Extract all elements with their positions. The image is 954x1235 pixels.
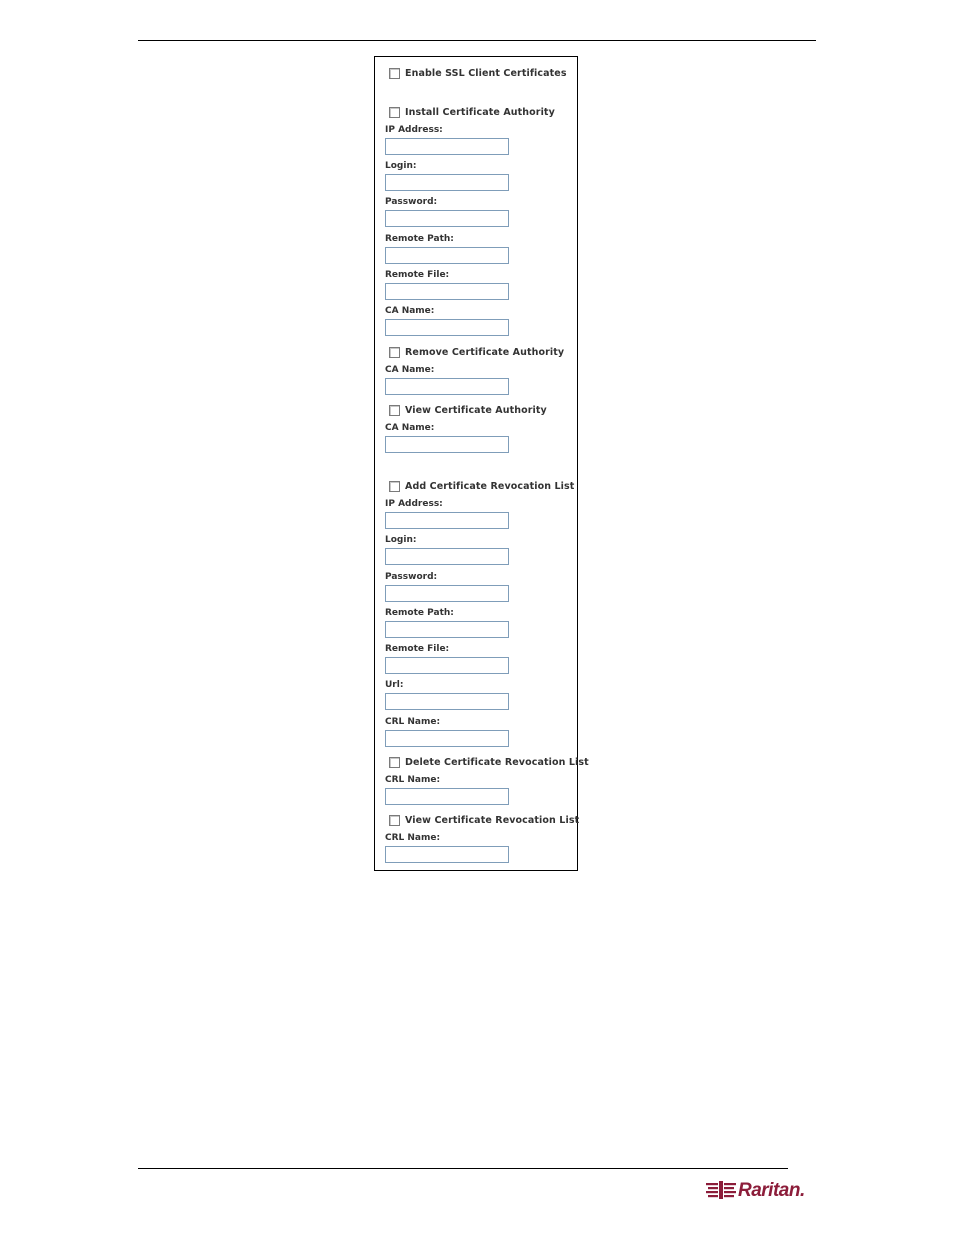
view-ca-name-label: CA Name: [385,423,435,433]
install-ca-remote-file-input[interactable] [385,283,509,300]
install-ca-ip-label: IP Address: [385,125,443,135]
remove-ca-row[interactable] [389,345,564,359]
add-crl-remote-path-label: Remote Path: [385,608,454,618]
delete-crl-row[interactable] [389,755,589,769]
add-crl-url-label: Url: [385,680,404,690]
ssl-certificate-panel [374,56,589,871]
install-ca-checkbox[interactable] [389,107,400,118]
install-ca-password-label: Password: [385,197,438,207]
add-crl-url-input[interactable] [385,693,509,710]
add-crl-name-label: CRL Name: [385,717,441,727]
view-ca-row[interactable] [389,403,547,417]
view-crl-row[interactable] [389,813,579,827]
add-crl-label: Add Certificate Revocation List [405,480,575,492]
view-crl-label: View Certificate Revocation List [405,814,580,826]
view-crl-checkbox[interactable] [389,815,400,826]
header-rule [138,40,816,41]
install-ca-row[interactable] [389,105,555,119]
add-crl-remote-path-input[interactable] [385,621,509,638]
view-crl-name-label: CRL Name: [385,833,441,843]
add-crl-checkbox[interactable] [389,481,400,492]
view-crl-name-input[interactable] [385,846,509,863]
delete-crl-name-label: CRL Name: [385,775,441,785]
view-ca-name-input[interactable] [385,436,509,453]
delete-crl-name-input[interactable] [385,788,509,805]
footer-rule [138,1168,788,1169]
raritan-logo [706,1178,805,1204]
enable-ssl-checkbox[interactable] [389,68,400,79]
remove-ca-name-input[interactable] [385,378,509,395]
add-crl-name-input[interactable] [385,730,509,747]
add-crl-login-label: Login: [385,535,417,545]
enable-ssl-row[interactable] [389,66,567,80]
remove-ca-checkbox[interactable] [389,347,400,358]
install-ca-label: Install Certificate Authority [405,106,555,118]
delete-crl-checkbox[interactable] [389,757,400,768]
view-ca-checkbox[interactable] [389,405,400,416]
add-crl-ip-input[interactable] [385,512,509,529]
add-crl-ip-label: IP Address: [385,499,443,509]
install-ca-remote-path-input[interactable] [385,247,509,264]
install-ca-remote-file-label: Remote File: [385,270,450,280]
add-crl-login-input[interactable] [385,548,509,565]
install-ca-login-input[interactable] [385,174,509,191]
install-ca-name-input[interactable] [385,319,509,336]
add-crl-password-label: Password: [385,572,438,582]
install-ca-name-label: CA Name: [385,306,435,316]
raritan-logo-text: Raritan. [738,1180,805,1201]
remove-ca-name-label: CA Name: [385,365,435,375]
add-crl-remote-file-input[interactable] [385,657,509,674]
add-crl-row[interactable] [389,479,574,493]
add-crl-password-input[interactable] [385,585,509,602]
add-crl-remote-file-label: Remote File: [385,644,450,654]
install-ca-remote-path-label: Remote Path: [385,234,454,244]
remove-ca-label: Remove Certificate Authority [405,346,565,358]
install-ca-login-label: Login: [385,161,417,171]
install-ca-ip-input[interactable] [385,138,509,155]
raritan-logo-icon [706,1181,736,1201]
enable-ssl-label: Enable SSL Client Certificates [405,67,567,79]
install-ca-password-input[interactable] [385,210,509,227]
view-ca-label: View Certificate Authority [405,404,547,416]
delete-crl-label: Delete Certificate Revocation List [405,756,589,768]
